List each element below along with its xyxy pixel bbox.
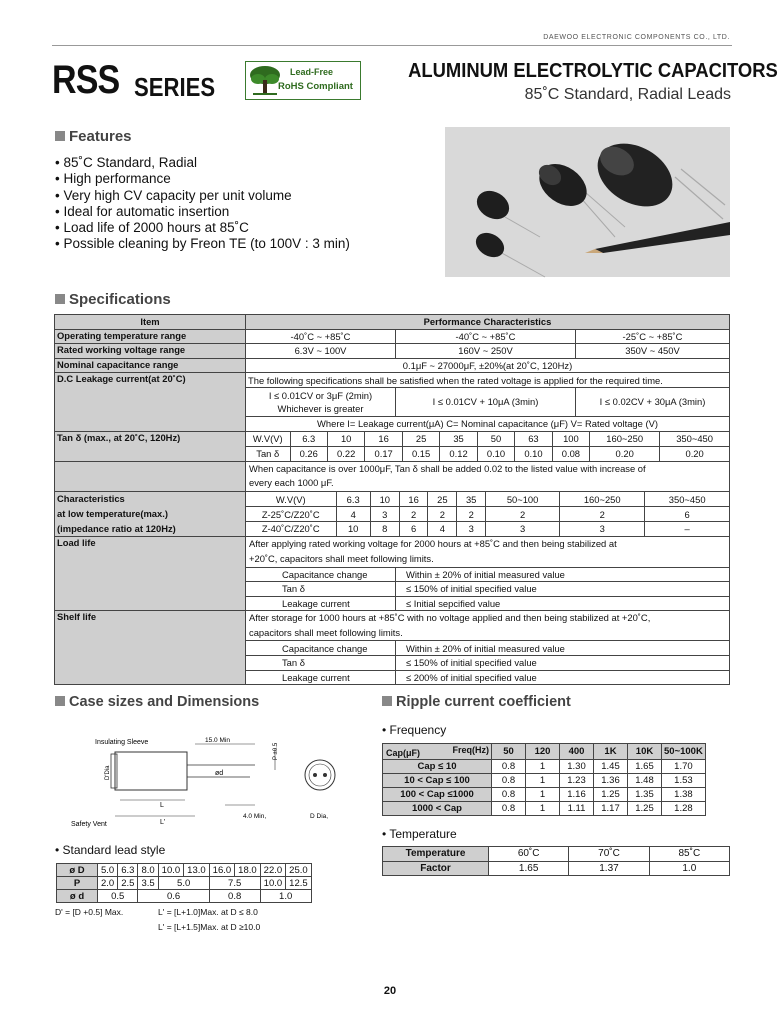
feature-item: • 85˚C Standard, Radial <box>55 155 198 170</box>
leakage-a-line1: I ≤ 0.01CV or 3μF (2min) <box>268 389 373 401</box>
lowtemp-label <box>55 491 246 536</box>
loadlife-key: Leakage current <box>246 596 396 611</box>
lead-d-value: 5.0 <box>98 864 118 877</box>
leakage-intro: The following specifications shall be satisfied when the rated voltage is applied for the required time. <box>246 373 730 388</box>
ripple-coefficient: 0.8 <box>492 774 526 788</box>
tan-wv-value: 35 <box>440 432 477 447</box>
col-perf-header: Performance Characteristics <box>246 315 730 330</box>
bullet-square-icon <box>55 696 65 706</box>
lprime-label: L' <box>160 819 166 826</box>
tan-label-cont <box>55 461 246 491</box>
lowtemp-wv-value: 16 <box>399 492 428 507</box>
company-name: DAEWOO ELECTRONIC COMPONENTS CO., LTD. <box>543 34 730 41</box>
lead-od-val: 1.0 <box>260 890 311 903</box>
lead-p-row <box>57 877 312 890</box>
tan-cell <box>246 431 730 461</box>
cap-range-label: 10 < Cap ≤ 100 <box>383 774 492 788</box>
ripple-coefficient: 1 <box>526 802 560 816</box>
tan-value: 0.10 <box>515 446 552 461</box>
ripple-coefficient: 1 <box>526 774 560 788</box>
rohs-badge <box>245 61 361 100</box>
tan-label: Tan δ (max., at 20˚C, 120Hz) <box>55 431 246 461</box>
lowtemp-z25-value: 2 <box>560 507 645 522</box>
tan-value: 0.08 <box>552 446 589 461</box>
rated-v-b: 160V ~ 250V <box>396 344 576 359</box>
product-photo <box>445 127 730 277</box>
lead-p-val: 2.5 <box>118 877 138 890</box>
shelflife-line2: capacitors shall meet following limits. <box>249 626 403 638</box>
tan-wv-value: 16 <box>365 432 402 447</box>
temperature-heading: • Temperature <box>382 827 457 841</box>
lowtemp-wv-value: 350~450 <box>645 492 729 507</box>
loadlife-key: Tan δ <box>246 582 396 597</box>
lowtemp-z25-value: 2 <box>399 507 428 522</box>
tree-icon <box>249 65 281 96</box>
lowtemp-z25-value: 3 <box>370 507 399 522</box>
tan-wv-value: 63 <box>515 432 552 447</box>
ripple-coefficient: 1.17 <box>594 802 628 816</box>
tan-note-line1: When capacitance is over 1000μF, Tan δ shall be added 0.02 to the listed value with increase of <box>249 462 646 474</box>
factor-val: 1.37 <box>569 861 649 876</box>
lead-p-val: 5.0 <box>158 877 209 890</box>
cap-range-label: 1000 < Cap <box>383 802 492 816</box>
lead-d-value: 6.3 <box>118 864 138 877</box>
lead-d-value: 25.0 <box>286 864 312 877</box>
lowtemp-wv-value: 50~100 <box>486 492 560 507</box>
ripple-coefficient: 1 <box>526 788 560 802</box>
ripple-freq-row <box>383 774 706 788</box>
ripple-coefficient: 0.8 <box>492 802 526 816</box>
tan-table <box>246 432 729 461</box>
page-number: 20 <box>383 985 397 997</box>
ripple-coefficient: 1.23 <box>560 774 594 788</box>
lead-d-value: 10.0 <box>158 864 184 877</box>
insulating-label: Insulating Sleeve <box>95 739 149 746</box>
ripple-freq-row <box>383 760 706 774</box>
shelflife-label: Shelf life <box>55 611 246 685</box>
tan-value: 0.20 <box>660 446 729 461</box>
feature-item: • Ideal for automatic insertion <box>55 203 230 219</box>
temp-val: 85˚C <box>649 847 729 862</box>
nominal-value: 0.1μF ~ 27000μF, ±20%(at 20˚C, 120Hz) <box>246 358 730 373</box>
tan-wv-row <box>246 432 729 447</box>
leakage-b: I ≤ 0.01CV + 10μA (3min) <box>396 387 576 416</box>
feature-item: • Very high CV capacity per unit volume <box>55 187 292 203</box>
lead-od-label: ø d <box>57 890 98 903</box>
feature-item: • Load life of 2000 hours at 85˚C <box>55 220 249 236</box>
ripple-coefficient: 1.45 <box>594 760 628 774</box>
lowtemp-z40-value: 3 <box>457 521 486 536</box>
min4-label: 4.0 Min, <box>243 813 267 820</box>
bullet-square-icon <box>55 131 65 141</box>
specifications-heading <box>55 291 171 308</box>
dprime-label: D'Dia <box>105 765 111 780</box>
ripple-coefficient: 1.38 <box>662 788 706 802</box>
rated-v-label: Rated working voltage range <box>55 344 246 359</box>
ripple-coefficient: 0.8 <box>492 760 526 774</box>
ripple-coefficient: 1.30 <box>560 760 594 774</box>
shelflife-val: ≤ 150% of initial specified value <box>396 656 730 671</box>
features-list <box>55 155 350 253</box>
page-title: ALUMINUM ELECTROLYTIC CAPACITORS <box>408 60 778 82</box>
temp-val: 70˚C <box>569 847 649 862</box>
case-heading <box>55 694 259 710</box>
series-code: RSS <box>52 58 120 102</box>
vent-label: Safety Vent <box>71 821 107 828</box>
ripple-coefficient: 1.48 <box>628 774 662 788</box>
lead-p-val: 2.0 <box>98 877 118 890</box>
features-heading <box>55 128 132 145</box>
tan-value: 0.15 <box>402 446 439 461</box>
lead-p-val: 3.5 <box>138 877 158 890</box>
ripple-heading <box>382 694 571 710</box>
ripple-temperature-table <box>382 846 730 876</box>
case-heading-text: Case sizes and Dimensions <box>69 694 260 710</box>
tan-value: 0.17 <box>365 446 402 461</box>
ripple-coefficient: 0.8 <box>492 788 526 802</box>
tan-value: 0.10 <box>477 446 514 461</box>
lowtemp-z25-value: 2 <box>457 507 486 522</box>
lowtemp-z40-value: 6 <box>399 521 428 536</box>
temp-val: 60˚C <box>489 847 569 862</box>
leakage-where: Where I= Leakage current(μA) C= Nominal capacitance (μF) V= Rated voltage (V) <box>246 416 730 431</box>
min15-label: 15.0 Min <box>205 737 230 744</box>
lead-p-label: P <box>57 877 98 890</box>
shelflife-desc <box>246 611 730 641</box>
ripple-freq-row <box>383 788 706 802</box>
shelflife-key: Tan δ <box>246 656 396 671</box>
lead-p-val: 10.0 <box>260 877 286 890</box>
factor-row <box>383 861 730 876</box>
lowtemp-z40-value: 4 <box>428 521 457 536</box>
lowtemp-label-1: Characteristics <box>57 492 125 504</box>
op-temp-label: Operating temperature range <box>55 329 246 344</box>
tan-value: 0.22 <box>327 446 364 461</box>
shelflife-val: ≤ 200% of initial specified value <box>396 670 730 685</box>
loadlife-key: Capacitance change <box>246 567 396 582</box>
lead-d-value: 13.0 <box>184 864 210 877</box>
cap-range-label: Cap ≤ 10 <box>383 760 492 774</box>
tan-wv-value: 350~450 <box>660 432 729 447</box>
lead-d-value: 8.0 <box>138 864 158 877</box>
ripple-coefficient: 1.16 <box>560 788 594 802</box>
specifications-heading-text: Specifications <box>69 291 171 308</box>
lead-style-heading: • Standard lead style <box>55 843 166 857</box>
tan-wv-value: 25 <box>402 432 439 447</box>
lowtemp-z40-value: 3 <box>560 521 645 536</box>
note-dprime: D' = [D +0.5] Max. <box>55 907 124 917</box>
freq-header: 50 <box>492 744 526 760</box>
lowtemp-z40-value: 3 <box>486 521 560 536</box>
series-word: SERIES <box>134 72 216 102</box>
factor-label: Factor <box>383 861 489 876</box>
freq-header: 400 <box>560 744 594 760</box>
lowtemp-wv-value: 10 <box>370 492 399 507</box>
lowtemp-wv-row <box>246 492 729 507</box>
op-temp-c: -25˚C ~ +85˚C <box>576 329 730 344</box>
series-title <box>52 58 216 103</box>
temp-label: Temperature <box>383 847 489 862</box>
frequency-heading: • Frequency <box>382 723 447 737</box>
ripple-coefficient: 1 <box>526 760 560 774</box>
leakage-a <box>246 387 396 416</box>
loadlife-val: ≤ Initial sepcified value <box>396 596 730 611</box>
tan-note-line2: every each 1000 μF. <box>249 477 334 489</box>
note-lprime-large: L' = [L+1.5]Max. at D ≥10.0 <box>158 922 261 932</box>
tan-wv-value: 160~250 <box>590 432 660 447</box>
shelflife-line1: After storage for 1000 hours at +85˚C with no voltage applied and then being stabilized at +20˚C, <box>249 612 651 624</box>
ripple-coefficient: 1.35 <box>628 788 662 802</box>
shelflife-key: Capacitance change <box>246 641 396 656</box>
freq-label: Freq(Hz) <box>452 745 489 755</box>
lowtemp-wv-value: 160~250 <box>560 492 645 507</box>
lowtemp-wv-value: 6.3 <box>336 492 370 507</box>
tan-value: 0.20 <box>590 446 660 461</box>
lead-d-row <box>57 864 312 877</box>
lowtemp-wv-label: W.V(V) <box>246 492 336 507</box>
lowtemp-z25-value: 6 <box>645 507 729 522</box>
lowtemp-wv-value: 25 <box>428 492 457 507</box>
badge-lead-free: Lead-Free <box>290 67 334 77</box>
cap-freq-corner <box>383 744 492 760</box>
note-lprime-small: L' = [L+1.0]Max. at D ≤ 8.0 <box>158 907 258 917</box>
tan-wv-value: 50 <box>477 432 514 447</box>
op-temp-b: -40˚C ~ +85˚C <box>396 329 576 344</box>
ddia-label: D Dia, <box>310 813 329 820</box>
ripple-coefficient: 1.28 <box>662 802 706 816</box>
rated-v-a: 6.3V ~ 100V <box>246 344 396 359</box>
op-temp-a: -40˚C ~ +85˚C <box>246 329 396 344</box>
tan-wv-value: 100 <box>552 432 589 447</box>
freq-header: 10K <box>628 744 662 760</box>
lowtemp-z40-value: – <box>645 521 729 536</box>
shelflife-key: Leakage current <box>246 670 396 685</box>
lead-d-value: 18.0 <box>235 864 261 877</box>
tan-values-row <box>246 446 729 461</box>
header-divider <box>52 45 732 46</box>
lowtemp-wv-value: 35 <box>457 492 486 507</box>
bullet-square-icon <box>382 696 392 706</box>
lead-p-val: 7.5 <box>209 877 260 890</box>
temp-row <box>383 847 730 862</box>
freq-header: 120 <box>526 744 560 760</box>
shelflife-val: Within ± 20% of initial measured value <box>396 641 730 656</box>
lowtemp-z25-value: 2 <box>486 507 560 522</box>
lead-d-value: 22.0 <box>260 864 286 877</box>
lead-p-val: 12.5 <box>286 877 312 890</box>
col-item-header: Item <box>55 315 246 330</box>
lowtemp-z25-label: Z-25˚C/Z20˚C <box>246 507 336 522</box>
feature-item: • High performance <box>55 171 171 187</box>
lowtemp-z25-row <box>246 507 729 522</box>
lowtemp-z40-value: 10 <box>336 521 370 536</box>
l-label: L <box>160 802 164 809</box>
feature-item: • Possible cleaning by Freon TE (to 100V : 3 min) <box>55 236 350 252</box>
lowtemp-table <box>246 492 729 536</box>
bullet-square-icon <box>55 294 65 304</box>
loadlife-line1: After applying rated working voltage for 2000 hours at +85˚C and then being stabilized at <box>249 538 617 550</box>
dimension-diagram <box>71 730 355 830</box>
lowtemp-z40-value: 8 <box>370 521 399 536</box>
ripple-frequency-table <box>382 743 706 816</box>
freq-header: 1K <box>594 744 628 760</box>
tan-wv-value: 6.3 <box>290 432 327 447</box>
od-label: ød <box>215 770 224 777</box>
ripple-coefficient: 1.25 <box>594 788 628 802</box>
lowtemp-label-2: at low temperature(max.) <box>57 507 168 519</box>
tan-wv-value: 10 <box>327 432 364 447</box>
loadlife-label: Load life <box>55 537 246 611</box>
specifications-table <box>54 314 730 685</box>
ripple-freq-row <box>383 802 706 816</box>
lowtemp-z40-label: Z-40˚C/Z20˚C <box>246 521 336 536</box>
loadlife-desc <box>246 537 730 567</box>
leakage-a-line2: Whichever is greater <box>277 402 364 414</box>
tan-note <box>246 461 730 491</box>
tan-value: 0.12 <box>440 446 477 461</box>
lead-od-val: 0.5 <box>98 890 138 903</box>
loadlife-val: ≤ 150% of initial specified value <box>396 582 730 597</box>
leakage-label: D.C Leakage current(at 20˚C) <box>55 373 246 431</box>
freq-header: 50~100K <box>662 744 706 760</box>
lowtemp-z40-row <box>246 521 729 536</box>
lead-od-row <box>57 890 312 903</box>
factor-val: 1.0 <box>649 861 729 876</box>
ripple-coefficient: 1.25 <box>628 802 662 816</box>
ripple-coefficient: 1.36 <box>594 774 628 788</box>
loadlife-line2: +20˚C, capacitors shall meet following limits. <box>249 552 434 564</box>
pitch-label: P ±0.5 <box>273 742 279 760</box>
page-subtitle: 85˚C Standard, Radial Leads <box>524 86 731 103</box>
nominal-label: Nominal capacitance range <box>55 358 246 373</box>
lowtemp-z25-value: 2 <box>428 507 457 522</box>
ripple-coefficient: 1.53 <box>662 774 706 788</box>
ripple-freq-header-row <box>383 744 706 760</box>
tan-wv-label: W.V(V) <box>246 432 290 447</box>
cap-range-label: 100 < Cap ≤1000 <box>383 788 492 802</box>
ripple-coefficient: 1.70 <box>662 760 706 774</box>
lead-od-val: 0.8 <box>209 890 260 903</box>
lead-od-val: 0.6 <box>138 890 209 903</box>
rated-v-c: 350V ~ 450V <box>576 344 730 359</box>
tan-tan-label: Tan δ <box>246 446 290 461</box>
features-heading-text: Features <box>69 128 132 145</box>
badge-rohs: RoHS Compliant <box>278 81 353 92</box>
cap-label: Cap(μF) <box>386 748 421 758</box>
leakage-c: I ≤ 0.02CV + 30μA (3min) <box>576 387 730 416</box>
lead-d-label: ø D <box>57 864 98 877</box>
factor-val: 1.65 <box>489 861 569 876</box>
ripple-coefficient: 1.11 <box>560 802 594 816</box>
tan-value: 0.26 <box>290 446 327 461</box>
ripple-coefficient: 1.65 <box>628 760 662 774</box>
loadlife-val: Within ± 20% of initial measured value <box>396 567 730 582</box>
lowtemp-cell <box>246 491 730 536</box>
lowtemp-label-3: (impedance ratio at 120Hz) <box>57 522 176 534</box>
ripple-heading-text: Ripple current coefficient <box>396 694 571 710</box>
lead-d-value: 16.0 <box>209 864 235 877</box>
lead-style-table <box>56 863 312 903</box>
lowtemp-z25-value: 4 <box>336 507 370 522</box>
